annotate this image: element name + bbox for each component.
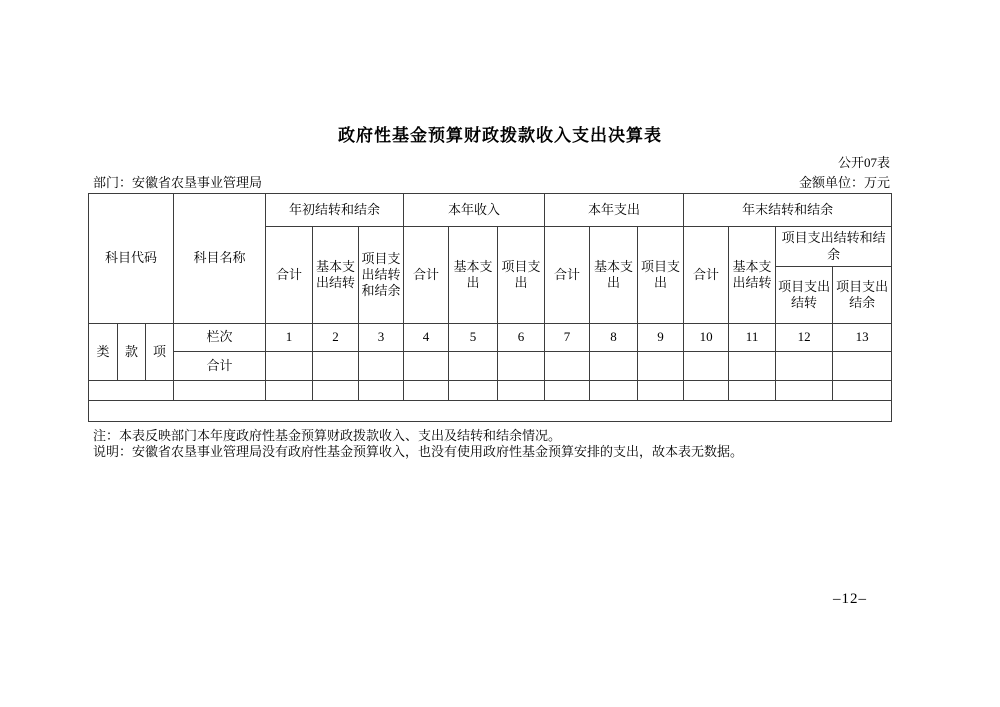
header-subject-name: 科目名称 xyxy=(174,194,266,324)
empty-cell xyxy=(545,352,590,381)
code-col-section: 款 xyxy=(118,324,146,381)
column-number-cell: 2 xyxy=(313,324,359,352)
empty-cell xyxy=(498,352,545,381)
empty-cell xyxy=(89,381,174,401)
header-begin-basic-carryover: 基本支出结转 xyxy=(313,227,359,324)
total-row-label: 合计 xyxy=(174,352,266,381)
column-number-cell: 3 xyxy=(359,324,404,352)
column-number-row xyxy=(89,324,892,352)
empty-cell xyxy=(266,381,313,401)
notes-block xyxy=(93,428,743,460)
empty-cell xyxy=(359,352,404,381)
header-income-basic: 基本支出 xyxy=(449,227,498,324)
table-code-label: 公开07表 xyxy=(837,155,890,170)
column-number-cell: 4 xyxy=(404,324,449,352)
empty-cell xyxy=(449,352,498,381)
empty-cell xyxy=(89,401,892,422)
empty-cell xyxy=(313,352,359,381)
empty-cell xyxy=(545,381,590,401)
column-number-cell: 6 xyxy=(498,324,545,352)
column-number-cell: 8 xyxy=(590,324,638,352)
empty-cell xyxy=(776,381,833,401)
header-expense-total: 合计 xyxy=(545,227,590,324)
header-begin-balance: 年初结转和结余 xyxy=(266,194,404,227)
header-year-expense: 本年支出 xyxy=(545,194,684,227)
empty-cell xyxy=(449,381,498,401)
budget-table xyxy=(88,193,892,422)
header-year-income: 本年收入 xyxy=(404,194,545,227)
header-end-balance: 年末结转和结余 xyxy=(684,194,892,227)
column-number-cell: 9 xyxy=(638,324,684,352)
header-end-basic-carryover: 基本支出结转 xyxy=(729,227,776,324)
column-row-label: 栏次 xyxy=(174,324,266,352)
column-number-cell: 1 xyxy=(266,324,313,352)
header-expense-basic: 基本支出 xyxy=(590,227,638,324)
header-end-project-balance: 项目支出结余 xyxy=(833,267,892,324)
unit-label: 金额单位：万元 xyxy=(798,175,890,190)
empty-cell xyxy=(404,352,449,381)
code-col-class: 类 xyxy=(89,324,118,381)
department-label: 部门：安徽省农垦事业管理局 xyxy=(93,175,263,190)
header-end-total: 合计 xyxy=(684,227,729,324)
column-number-cell: 12 xyxy=(776,324,833,352)
column-number-cell: 11 xyxy=(729,324,776,352)
empty-cell xyxy=(729,352,776,381)
header-end-project-carryover: 项目支出结转 xyxy=(776,267,833,324)
code-col-item: 项 xyxy=(146,324,174,381)
note-line-1: 注：本表反映部门本年度政府性基金预算财政拨款收入、支出及结转和结余情况。 xyxy=(93,428,562,443)
merged-empty-row xyxy=(89,401,892,422)
header-subject-code: 科目代码 xyxy=(89,194,174,324)
header-begin-total: 合计 xyxy=(266,227,313,324)
column-number-cell: 10 xyxy=(684,324,729,352)
empty-cell xyxy=(174,381,266,401)
empty-cell xyxy=(833,381,892,401)
empty-cell xyxy=(684,381,729,401)
meta-row xyxy=(93,172,890,191)
empty-cell xyxy=(590,381,638,401)
empty-cell xyxy=(313,381,359,401)
header-expense-project: 项目支出 xyxy=(638,227,684,324)
empty-cell xyxy=(590,352,638,381)
page-number: –12– xyxy=(833,591,867,607)
header-row-groups xyxy=(89,194,892,227)
header-income-project: 项目支出 xyxy=(498,227,545,324)
empty-cell xyxy=(729,381,776,401)
total-row xyxy=(89,352,892,381)
empty-cell xyxy=(684,352,729,381)
empty-cell xyxy=(638,352,684,381)
empty-cell xyxy=(833,352,892,381)
empty-cell xyxy=(266,352,313,381)
column-number-cell: 7 xyxy=(545,324,590,352)
empty-data-row xyxy=(89,381,892,401)
column-number-cell: 13 xyxy=(833,324,892,352)
empty-cell xyxy=(638,381,684,401)
column-number-cell: 5 xyxy=(449,324,498,352)
note-line-2: 说明：安徽省农垦事业管理局没有政府性基金预算收入，也没有使用政府性基金预算安排的支出，故本表无数据。 xyxy=(93,444,744,459)
empty-cell xyxy=(498,381,545,401)
header-end-project-group: 项目支出结转和结余 xyxy=(776,227,892,267)
header-begin-project-carryover: 项目支出结转和结余 xyxy=(359,227,404,324)
page-title: 政府性基金预算财政拨款收入支出决算表 xyxy=(338,126,662,145)
empty-cell xyxy=(776,352,833,381)
empty-cell xyxy=(359,381,404,401)
header-income-total: 合计 xyxy=(404,227,449,324)
empty-cell xyxy=(404,381,449,401)
